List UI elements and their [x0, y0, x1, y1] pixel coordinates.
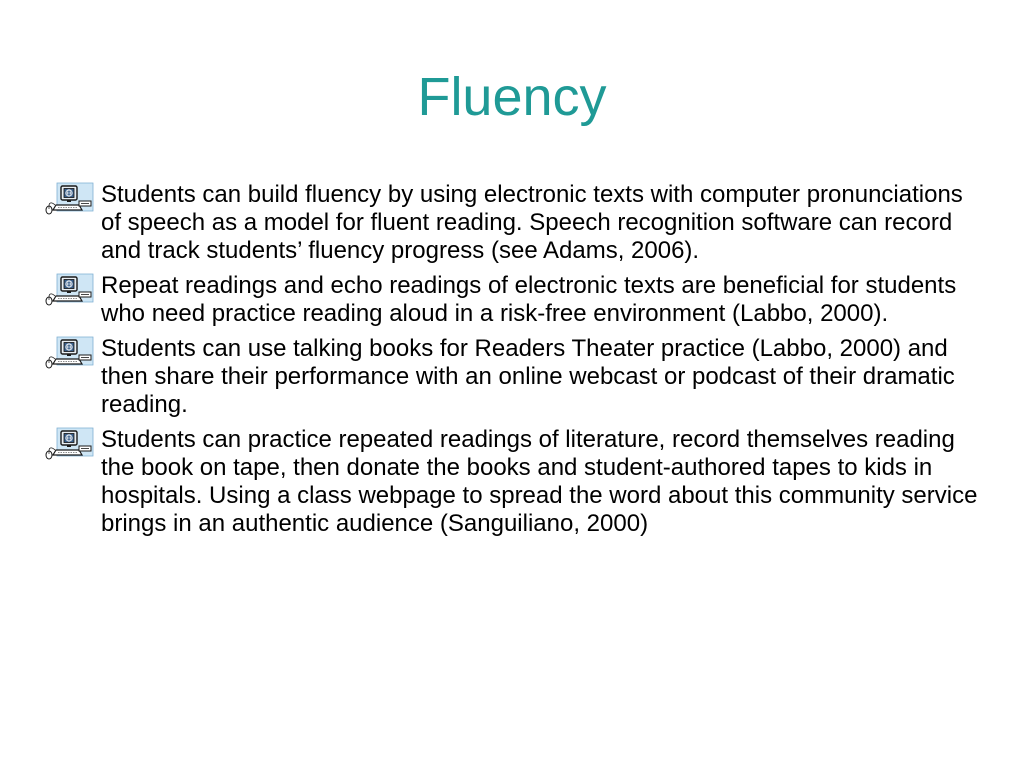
computer-monitor-icon: [43, 426, 95, 464]
computer-monitor-icon: [43, 181, 95, 219]
bullet-text: Repeat readings and echo readings of electronic texts are beneficial for students who need practice reading aloud in a risk-free environment (Labbo, 2000).: [101, 272, 957, 327]
slide-title: Fluency: [417, 67, 607, 127]
bullet-item: [40, 335, 980, 419]
bullet-item: [40, 181, 980, 265]
bullet-text: Students can build fluency by using electronic texts with computer pronunciations of speech as a model for fluent reading. Speech recognition software can record and track students’ fluency progress (see Adams, 2006).: [101, 181, 963, 264]
computer-monitor-icon: [43, 272, 95, 310]
bullet-item: [40, 272, 980, 328]
computer-monitor-icon: [43, 335, 95, 373]
bullet-text: Students can use talking books for Readers Theater practice (Labbo, 2000) and then share their performance with an online webcast or podcast of their dramatic reading.: [101, 335, 955, 418]
bullet-text: Students can practice repeated readings of literature, record themselves reading the book on tape, then donate the books and student-authored tapes to kids in hospitals. Using a class webpage to spread the word about this community service brings in an authentic audience (Sanguiliano, 2000): [101, 426, 978, 537]
bullet-list: [40, 181, 980, 545]
bullet-item: [40, 426, 980, 538]
